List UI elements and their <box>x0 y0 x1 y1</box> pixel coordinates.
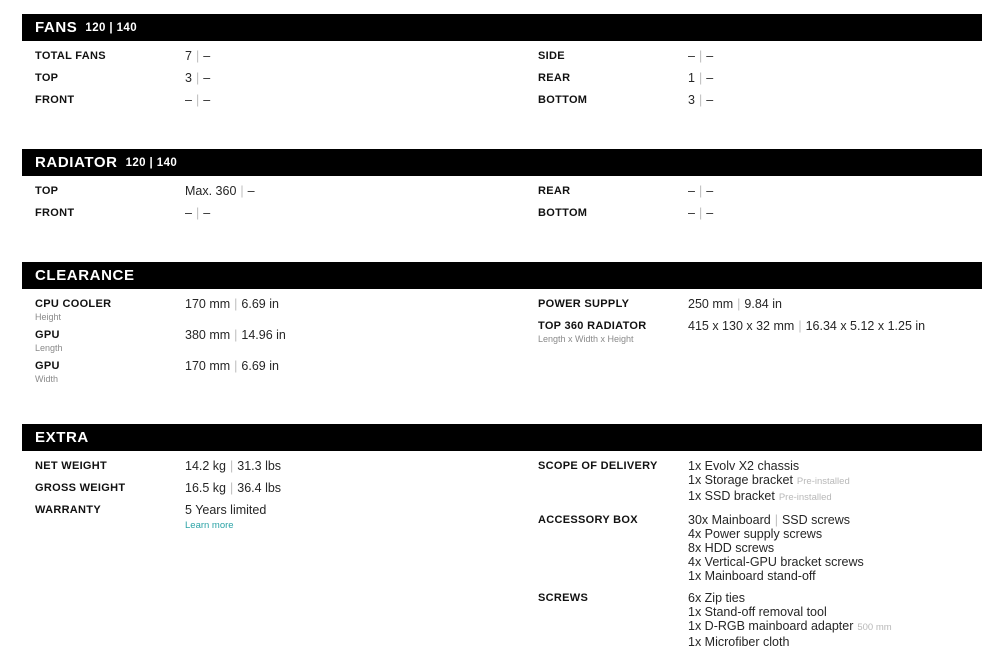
value-text: 170 mm <box>185 297 231 311</box>
spec-value-line <box>185 93 210 107</box>
spec-value <box>185 297 279 311</box>
value-text: – <box>688 49 695 63</box>
spec-label-wrap <box>35 503 185 517</box>
section-content <box>22 49 982 115</box>
section-title: RADIATOR <box>35 154 118 171</box>
spec-value-line <box>185 459 281 473</box>
spec-label-wrap <box>35 481 185 495</box>
spec-value-line <box>688 93 713 107</box>
spec-value-line <box>688 541 864 555</box>
section-subtitle: 120 | 140 <box>85 22 137 34</box>
spec-row <box>35 459 538 473</box>
value-separator: | <box>195 71 200 85</box>
section-content <box>22 459 982 657</box>
spec-value-line <box>185 328 286 342</box>
value-separator: | <box>798 319 802 333</box>
spec-value <box>688 184 713 198</box>
spec-label: FRONT <box>35 207 75 219</box>
spec-value-line <box>185 359 279 373</box>
spec-label: WARRANTY <box>35 504 101 516</box>
spec-row <box>35 206 538 220</box>
spec-value <box>688 49 713 63</box>
spec-row <box>538 184 982 198</box>
spec-value-line <box>688 527 864 541</box>
value-text: 3 <box>185 71 192 85</box>
learn-more-wrap <box>185 517 266 533</box>
section-clearance <box>22 262 982 390</box>
spec-label-wrap <box>538 206 688 220</box>
value-text: 4x Power supply screws <box>688 527 823 541</box>
spec-value-line <box>688 319 925 333</box>
spec-label: SCOPE OF DELIVERY <box>538 460 658 472</box>
value-text: 1x D-RGB mainboard adapter <box>688 619 854 633</box>
section-extra <box>22 424 982 657</box>
spec-value-line <box>688 605 892 619</box>
column-left <box>35 459 538 657</box>
column-right <box>538 184 982 228</box>
spec-row <box>538 459 982 505</box>
spec-sublabel: Width <box>35 374 59 384</box>
spec-label-wrap <box>35 49 185 63</box>
value-text: 380 mm <box>185 328 231 342</box>
spec-value-line <box>688 297 782 311</box>
spec-label: SIDE <box>538 50 565 62</box>
value-note: Pre-installed <box>796 476 850 487</box>
spec-label-wrap <box>35 359 185 385</box>
spec-value <box>688 513 864 583</box>
spec-value-line <box>688 569 864 583</box>
spec-label-wrap <box>35 71 185 85</box>
spec-label: SCREWS <box>538 592 589 604</box>
spec-value <box>688 319 925 333</box>
spec-sublabel: Length x Width x Height <box>538 334 634 344</box>
value-text: SSD screws <box>781 513 851 527</box>
spec-value <box>688 93 713 107</box>
column-left <box>35 297 538 390</box>
spec-value-line <box>185 481 281 495</box>
value-text: – <box>706 49 714 63</box>
value-separator: | <box>737 297 741 311</box>
section-title: FANS <box>35 19 78 36</box>
value-text: 16.34 x 5.12 x 1.25 in <box>805 319 926 333</box>
spec-label-wrap <box>538 297 688 311</box>
spec-value-line <box>688 635 892 649</box>
value-text: 8x HDD screws <box>688 541 775 555</box>
value-text: 250 mm <box>688 297 734 311</box>
section-fans <box>22 14 982 115</box>
value-text: 5 Years limited <box>185 503 267 517</box>
spec-label: GPU <box>35 329 60 341</box>
spec-row <box>538 513 982 583</box>
value-text: 31.3 lbs <box>237 459 282 473</box>
spec-label: NET WEIGHT <box>35 460 108 472</box>
value-text: – <box>688 206 695 220</box>
value-text: – <box>706 71 714 85</box>
value-separator: | <box>195 206 200 220</box>
spec-row <box>538 71 982 85</box>
spec-value-line <box>185 49 210 63</box>
value-text: 3 <box>688 93 695 107</box>
spec-label: CPU COOLER <box>35 298 112 310</box>
spec-label: ACCESSORY BOX <box>538 514 638 526</box>
spec-label: POWER SUPPLY <box>538 298 630 310</box>
section-header-bar <box>22 149 982 176</box>
column-right <box>538 49 982 115</box>
value-text: 415 x 130 x 32 mm <box>688 319 795 333</box>
value-text: – <box>203 71 211 85</box>
spec-row <box>35 93 538 107</box>
value-separator: | <box>774 513 778 527</box>
spec-row <box>35 297 538 323</box>
spec-value-line <box>185 184 255 198</box>
spec-value <box>185 206 210 220</box>
column-left <box>35 184 538 228</box>
spec-value <box>688 71 713 85</box>
section-content <box>22 297 982 390</box>
spec-value <box>688 459 850 505</box>
value-separator: | <box>234 297 238 311</box>
column-right <box>538 297 982 390</box>
value-text: 36.4 lbs <box>237 481 282 495</box>
spec-row <box>35 328 538 354</box>
value-separator: | <box>234 359 238 373</box>
spec-value-line <box>185 71 210 85</box>
spec-value <box>185 503 266 533</box>
value-text: – <box>185 93 192 107</box>
spec-label: BOTTOM <box>538 207 588 219</box>
value-text: 16.5 kg <box>185 481 227 495</box>
value-text: – <box>247 184 255 198</box>
spec-value <box>185 93 210 107</box>
spec-value <box>185 184 255 198</box>
spec-label-wrap <box>538 49 688 63</box>
spec-value <box>688 591 892 649</box>
value-text: 14.96 in <box>241 328 286 342</box>
spec-value-line <box>688 489 850 505</box>
value-text: – <box>203 49 211 63</box>
spec-label-wrap <box>538 459 688 473</box>
section-content <box>22 184 982 228</box>
value-text: – <box>203 93 211 107</box>
spec-label-wrap <box>538 591 688 605</box>
spec-label-wrap <box>35 459 185 473</box>
value-text: – <box>706 206 714 220</box>
spec-label: GROSS WEIGHT <box>35 482 126 494</box>
spec-row <box>538 49 982 63</box>
spec-sublabel: Length <box>35 343 63 353</box>
spec-value-line <box>185 297 279 311</box>
spec-label: TOTAL FANS <box>35 50 106 62</box>
spec-label: FRONT <box>35 94 75 106</box>
value-text: 1x Storage bracket <box>688 473 793 487</box>
spec-row <box>35 481 538 495</box>
spec-row <box>35 71 538 85</box>
value-text: – <box>203 206 211 220</box>
spec-row <box>35 503 538 533</box>
section-header-bar <box>22 424 982 451</box>
spec-value-line <box>688 473 850 489</box>
spec-label: GPU <box>35 360 60 372</box>
value-text: – <box>688 184 695 198</box>
spec-value <box>688 297 782 311</box>
spec-label: REAR <box>538 185 571 197</box>
value-text: 6x Zip ties <box>688 591 745 605</box>
spec-value <box>185 459 281 473</box>
value-separator: | <box>240 184 244 198</box>
value-text: – <box>706 93 714 107</box>
spec-label-wrap <box>35 206 185 220</box>
spec-value-line <box>688 619 892 635</box>
spec-row <box>538 319 982 345</box>
spec-row <box>538 297 982 311</box>
value-text: 6.69 in <box>241 359 279 373</box>
spec-value-line <box>688 206 713 220</box>
value-text: 1x SSD bracket <box>688 489 775 503</box>
spec-value-line <box>185 503 266 517</box>
spec-value <box>185 359 279 373</box>
value-text: 6.69 in <box>241 297 279 311</box>
value-text: 30x Mainboard <box>688 513 771 527</box>
value-text: 4x Vertical-GPU bracket screws <box>688 555 864 569</box>
value-text: Max. 360 <box>185 184 237 198</box>
spec-sublabel: Height <box>35 312 62 322</box>
value-text: – <box>706 184 714 198</box>
value-text: – <box>185 206 192 220</box>
spec-label-wrap <box>538 184 688 198</box>
spec-value <box>185 49 210 63</box>
value-text: 14.2 kg <box>185 459 227 473</box>
column-right <box>538 459 982 657</box>
value-text: 170 mm <box>185 359 231 373</box>
value-separator: | <box>698 71 703 85</box>
value-separator: | <box>195 49 200 63</box>
spec-value-line <box>688 513 864 527</box>
value-text: 9.84 in <box>744 297 782 311</box>
spec-row <box>538 591 982 649</box>
value-text: 1x Evolv X2 chassis <box>688 459 800 473</box>
value-separator: | <box>195 93 200 107</box>
spec-label: TOP <box>35 185 59 197</box>
column-left <box>35 49 538 115</box>
spec-label-wrap <box>538 513 688 527</box>
spec-value-line <box>688 49 713 63</box>
spec-label: REAR <box>538 72 571 84</box>
spec-label: TOP 360 RADIATOR <box>538 320 647 332</box>
spec-value-line <box>688 555 864 569</box>
spec-label-wrap <box>538 93 688 107</box>
spec-row <box>538 93 982 107</box>
section-header-bar <box>22 262 982 289</box>
section-title: EXTRA <box>35 429 89 446</box>
spec-value <box>185 71 210 85</box>
spec-label: BOTTOM <box>538 94 588 106</box>
spec-row <box>35 49 538 63</box>
value-text: 1x Microfiber cloth <box>688 635 790 649</box>
value-note: 500 mm <box>857 622 892 633</box>
value-separator: | <box>698 49 703 63</box>
section-subtitle: 120 | 140 <box>125 157 178 169</box>
spec-value <box>688 206 713 220</box>
spec-value-line <box>688 591 892 605</box>
value-separator: | <box>698 93 703 107</box>
spec-value-line <box>688 184 713 198</box>
spec-value-line <box>688 459 850 473</box>
spec-row <box>538 206 982 220</box>
spec-label-wrap <box>538 319 688 345</box>
spec-value-line <box>185 206 210 220</box>
value-separator: | <box>698 206 703 220</box>
section-header-bar <box>22 14 982 41</box>
spec-row <box>35 184 538 198</box>
value-text: 1 <box>688 71 695 85</box>
value-text: 7 <box>185 49 192 63</box>
value-separator: | <box>230 459 234 473</box>
value-text: 1x Mainboard stand-off <box>688 569 816 583</box>
spec-value-line <box>688 71 713 85</box>
spec-label-wrap <box>35 184 185 198</box>
spec-label: TOP <box>35 72 59 84</box>
value-separator: | <box>234 328 238 342</box>
learn-more-link[interactable]: Learn more <box>185 520 234 531</box>
spec-label-wrap <box>538 71 688 85</box>
spec-label-wrap <box>35 328 185 354</box>
spec-row <box>35 359 538 385</box>
value-note: Pre-installed <box>778 492 832 503</box>
spec-label-wrap <box>35 297 185 323</box>
spec-label-wrap <box>35 93 185 107</box>
spec-value <box>185 481 281 495</box>
value-separator: | <box>230 481 234 495</box>
section-radiator <box>22 149 982 228</box>
value-separator: | <box>698 184 703 198</box>
value-text: 1x Stand-off removal tool <box>688 605 827 619</box>
spec-value <box>185 328 286 342</box>
section-title: CLEARANCE <box>35 267 135 284</box>
